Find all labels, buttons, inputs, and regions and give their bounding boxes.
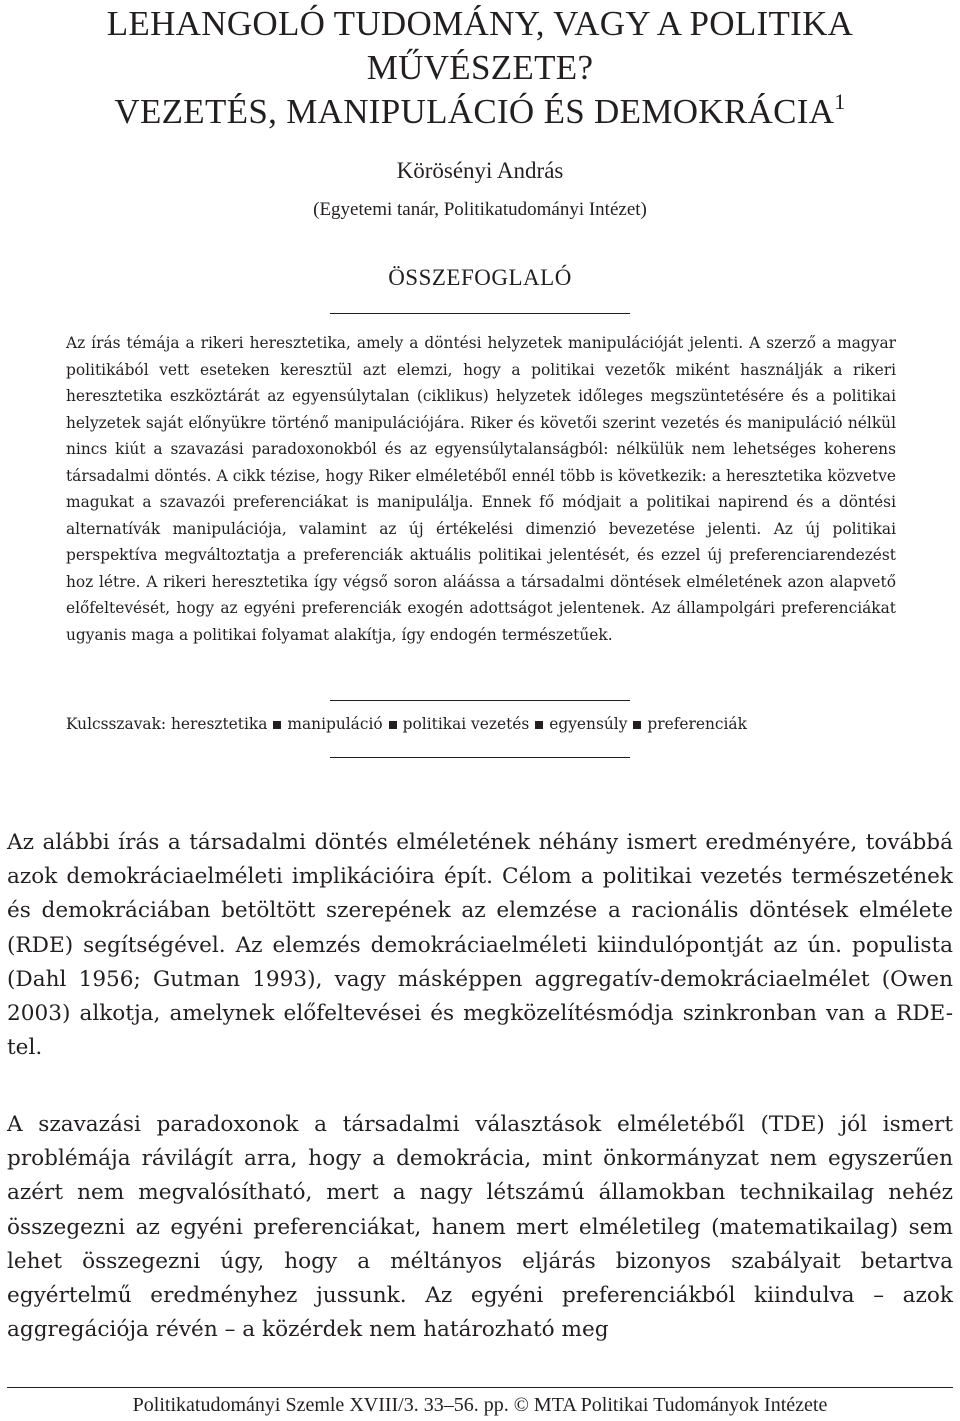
abstract-bottom-rule bbox=[330, 700, 630, 701]
keyword-separator-icon bbox=[389, 721, 397, 729]
keyword-separator-icon bbox=[535, 721, 543, 729]
keyword-item: manipuláció bbox=[287, 715, 383, 733]
keyword-item: heresztetika bbox=[170, 715, 268, 733]
body-paragraph-2: A szavazási paradoxonok a társadalmi választások elméletéből (TDE) jól ismert problémája rávilágít arra, hogy a demokrácia, mint önkormányzat nem egyszerűen azért nem megvalósítható, mert a nagy létszámú államokban technikailag nehéz összegezni az egyéni preferenciákat, hanem mert elméletileg (matematikailag) sem lehet összegezni úgy, hogy a méltányos eljárás bizonyos szabályait betartva egyértelmű eredményhez jussunk. Az egyéni preferenciákból kiindulva – azok aggregációja révén – a közérdek nem határozható meg bbox=[7, 1112, 953, 1343]
keywords-bottom-rule bbox=[330, 757, 630, 758]
keyword-separator-icon bbox=[633, 721, 641, 729]
body-paragraph-1: Az alábbi írás a társadalmi döntés elméletének néhány ismert eredményére, továbbá azok demokráciaelméleti implikációira épít. Célom a politikai vezetés természetének és demokráciában betöltött szerepének az elemzése a racionális döntések elmélete (RDE) segítségével. Az elemzés demokráciaelméleti kiindulópontját az ún. populista (Dahl 1956; Gutman 1993), vagy másképpen aggregatív-demokráciaelmélet (Owen 2003) alkotja, amelynek előfeltevései és megközelítésmódja szinkronban van a RDE-tel. bbox=[7, 830, 953, 1061]
keywords-label: Kulcsszavak: bbox=[66, 715, 167, 733]
footer-rule bbox=[7, 1387, 953, 1388]
article-title-line-3 bbox=[0, 90, 960, 134]
keyword-item: preferenciák bbox=[647, 715, 747, 733]
keyword-separator-icon bbox=[273, 721, 281, 729]
article-subtitle: VEZETÉS, MANIPULÁCIÓ ÉS DEMOKRÁCIA bbox=[114, 92, 835, 131]
keyword-item: politikai vezetés bbox=[402, 715, 530, 733]
article-title-line-2: MŰVÉSZETE? bbox=[366, 48, 594, 87]
abstract-text: Az írás témája a rikeri heresztetika, amely a döntési helyzetek manipulációját jelenti. A szerző a magyar politikából vett eseteken keresztül azt elemzi, hogy a politikai vezetők miként használják a rikeri heresztetika eszköztárát az egyensúlytalan (ciklikus) helyzetek időleges megszüntetésére és a politikai helyzetek saját előnyükre történő manipulációjára. Riker és követői szerint vezetés és manipuláció nélkül nincs kiút a szavazási paradoxonokból és az egyensúlytalanságból: nélkülük nem lehetséges koherens társadalmi döntés. A cikk tézise, hogy Riker elméletéből ennél több is következik: a heresztetika közvetve magukat a szavazói preferenciákat is manipulálja. Ennek fő módjait a politikai napirend és a döntési alternatívák manipulációja, valamint az új értékelési dimenzió bevezetése jelenti. Az új politikai perspektíva megváltoztatja a preferenciák aktuális politikai jelentését, és ezzel új preferenciarendezést hoz létre. A rikeri heresztetika így végső soron aláássa a társadalmi döntések elméletének azon alapvető előfeltevését, hogy az egyéni preferenciák exogén adottságot jelentenek. Az állampolgári preferenciákat ugyanis maga a politikai folyamat alakítja, így endogén természetűek. bbox=[66, 334, 896, 644]
journal-footer: Politikatudományi Szemle XVIII/3. 33–56. pp. © MTA Politikai Tudományok Intézete bbox=[132, 1394, 828, 1416]
author-name: Körösényi András bbox=[396, 158, 564, 183]
article-title-line-1: LEHANGOLÓ TUDOMÁNY, VAGY A POLITIKA bbox=[106, 4, 854, 43]
keywords bbox=[66, 711, 896, 737]
author-affiliation: (Egyetemi tanár, Politikatudományi Intézet) bbox=[313, 199, 647, 220]
abstract-heading: ÖSSZEFOGLALÓ bbox=[388, 265, 572, 290]
title-footnote-mark: 1 bbox=[834, 89, 846, 114]
abstract-top-rule bbox=[330, 313, 630, 314]
keyword-item: egyensúly bbox=[549, 715, 628, 733]
